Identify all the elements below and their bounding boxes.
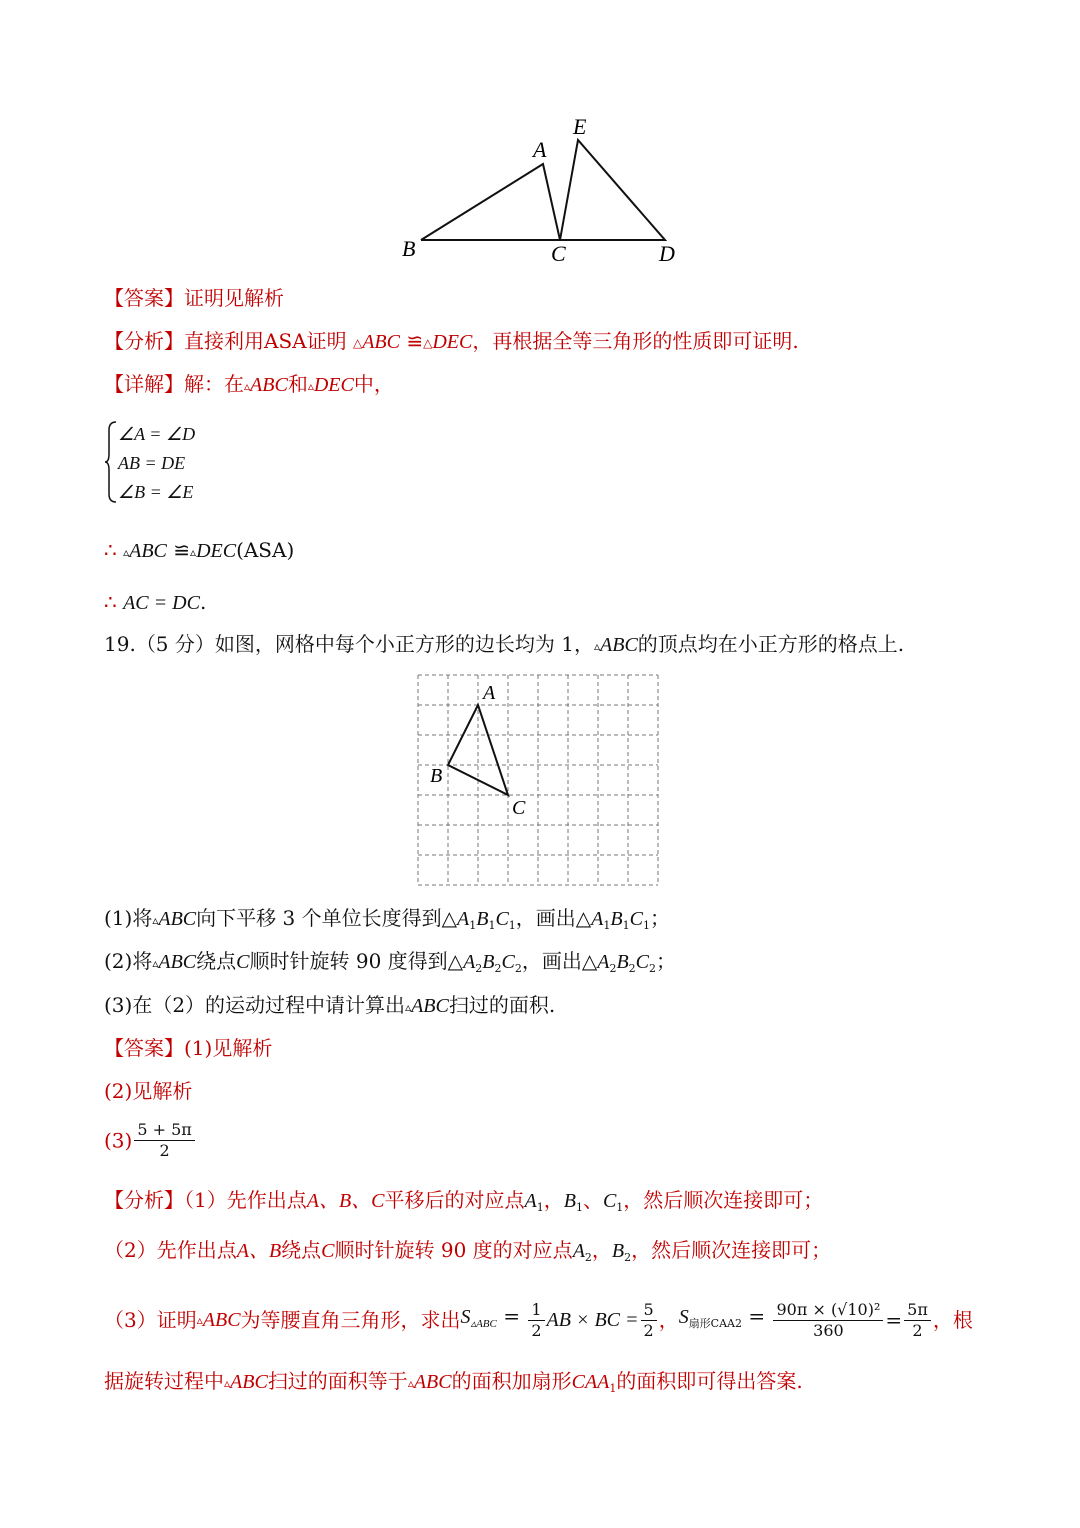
analysis-text: ，然后顺次连接即可； [631,1238,832,1262]
equation: AC = DC [123,592,200,614]
part-text: (1)将 [104,906,153,930]
analysis-tag: 【分析】 [104,329,184,353]
analysis-text: （3）证明 [104,1308,197,1332]
fraction-numerator: 1 [528,1300,544,1321]
q19-part-1: (1)将▵ABC向下平移 3 个单位长度得到$\triangle A_1B_1C_1$，画出$\triangle A_1B_1C_1$； [104,906,670,932]
triangle-name: DEC [432,331,473,353]
q19-answer-3 [104,1120,197,1161]
answer-label: (3) [104,1128,133,1153]
triangle-name: ABC [158,908,197,930]
q19-answer-2 [104,1078,192,1104]
congruent-symbol: ≌ [406,329,424,353]
stem-text: （5 分）如图，网格中每个小正方形的边长均为 1， [135,632,594,656]
analysis-text: （1）先作出点 [184,1188,307,1212]
triangle-name: ABC [413,1371,452,1393]
reason: (ASA) [236,538,295,562]
analysis-text: 的面积即可得出答案. [616,1369,803,1393]
answer-text: (1)见解析 [184,1036,273,1060]
part-text: ； [656,949,677,973]
triangle-name: ABC [129,540,167,562]
q19-analysis-3: （3）证明▵ABC为等腰直角三角形，求出$S_{▵ABC}$ = $\frac{1}{2}$ AB × BC = $\frac{5}{2}$ ，$S_{扇形CAA2}$ = $\frac{\text{90π × (√10)²}}{360}$ = $\frac{5\pi}{2}$ ，根 [104,1299,973,1340]
period: . [199,590,207,614]
q19-answer-1 [104,1035,272,1061]
grid-lines [418,675,658,885]
analysis-text: ，然后顺次连接即可； [623,1188,824,1212]
sector-fraction [773,1300,883,1341]
triangle-name: ABC [362,331,400,353]
therefore-symbol: ∴ [104,538,117,562]
triangle-name: ABC [600,634,638,656]
triangle-name: ABC [411,995,449,1017]
point-name: C [236,951,250,973]
analysis-text: 平移后的对应点 [384,1188,525,1212]
triangle-name: DEC [196,540,237,562]
fraction-denominator: 2 [912,1320,923,1340]
system-line-2: AB = DE [118,453,186,473]
label-a: A [533,137,547,162]
analysis-text: 扫过的面积等于 [267,1369,408,1393]
triangle-name: ABC [230,1371,268,1393]
fraction-denominator: 2 [159,1141,170,1160]
fraction-numerator: 5 + 5π [134,1120,194,1141]
sector-label: 扇形CAA [688,1317,735,1330]
analysis-text: 绕点 [281,1238,322,1262]
triangle-name: ABC [202,1309,241,1331]
system-line-3: ∠B = ∠E [118,482,194,502]
answer-tag: 【答案】 [104,286,184,310]
label-c: C [551,241,566,266]
triangle-name: DEC [313,374,354,396]
detail-tag: 【详解】 [104,372,184,396]
fraction-denominator: 2 [531,1320,542,1340]
fraction-numerator: 5 [641,1300,657,1321]
system-line-1: ∠A = ∠D [118,424,196,444]
analysis-text: 据旋转过程中 [104,1369,224,1393]
sector-result-fraction [904,1300,931,1341]
sector-name: CAA [571,1371,610,1393]
part-text: ，画出 [515,906,576,930]
part-text: 向下平移 3 个单位长度得到 [196,906,442,930]
part-text: 扫过的面积. [448,993,556,1017]
point-names: A、B、C [306,1190,385,1212]
analysis-text: 为等腰直角三角形，求出 [240,1308,461,1332]
label-e: E [573,114,587,139]
answer-text: (2)见解析 [104,1079,193,1103]
grid-label-b: B [430,765,443,787]
fraction-denominator: 360 [813,1320,844,1340]
fraction-numerator: 5π [904,1300,931,1321]
part-text: ，画出 [521,949,582,973]
figure-grid [414,672,666,892]
congruent-symbol: ≌ [173,538,191,562]
result-fraction [641,1300,657,1341]
q19-part-2: (2)将▵ABC绕点C顺时针旋转 90 度得到$\triangle A_2B_2C_2$，画出$\triangle A_2B_2C_2$； [104,949,677,975]
triangle-name: ABC [250,374,288,396]
q19-analysis-1: 【分析】（1）先作出点A、B、C平移后的对应点$A_1$，$B_1$、$C_1$，然后顺次连接即可； [104,1188,824,1214]
part-text: (2)将 [104,949,153,973]
q18-conclusion-2 [104,589,206,616]
part-text: (3)在（2）的运动过程中请计算出 [104,993,406,1017]
detail-text: 和 [287,372,308,396]
label-d: D [659,241,675,266]
answer-tag: 【答案】 [104,1036,184,1060]
q18-conclusion-1: ∴ ▵ABC ≌▵DEC(ASA) [104,538,295,562]
q19-stem: 19.（5 分）如图，网格中每个小正方形的边长均为 1，▵ABC的顶点均在小正方形的格点上. [104,632,905,656]
q18-detail: 【详解】解：在▵ABC和▵DEC中， [104,372,394,396]
analysis-text: 的面积加扇形 [451,1369,572,1393]
part-text: 绕点 [196,949,237,973]
analysis-text: ，再根据全等三角形的性质即可证明. [472,329,799,353]
answer-text: 证明见解析 [184,286,284,310]
area-expression: AB × BC = [546,1309,639,1331]
system-brace [104,420,118,504]
analysis-text: 顺时针旋转 90 度的对应点 [334,1238,573,1262]
q19-analysis-2: （2）先作出点A、B绕点C顺时针旋转 90 度的对应点$A_2$，$B_2$，然后顺次连接即可； [104,1238,832,1264]
detail-text: 解：在 [184,372,244,396]
stem-text: 的顶点均在小正方形的格点上. [637,632,905,656]
half-fraction [528,1300,544,1341]
point-name: C [321,1240,335,1262]
analysis-text: 直接利用ASA证明 [184,329,347,353]
part-text: ； [649,906,670,930]
figure-triangles [395,108,695,268]
therefore-symbol: ∴ [104,590,117,614]
question-number: 19. [104,632,136,656]
point-names: A、B [236,1240,282,1262]
grid-label-a: A [483,682,496,704]
analysis-text: （2）先作出点 [104,1238,237,1262]
q19-analysis-4: 据旋转过程中▵ABC扫过的面积等于▵ABC的面积加扇形$CAA_1$的面积即可得出答案. [104,1369,803,1395]
triangle-name: ABC [158,951,197,973]
analysis-tag: 【分析】 [104,1188,184,1212]
triangle-dec [560,140,665,240]
analysis-text: ，根 [932,1308,973,1332]
fraction-denominator: 2 [643,1320,654,1340]
label-b: B [402,236,416,261]
answer-fraction [134,1120,194,1161]
detail-text: 中， [353,372,394,396]
fraction-numerator: 90π × (√10)² [773,1300,883,1321]
q18-analysis: 【分析】直接利用ASA证明 △ABC ≌△DEC，再根据全等三角形的性质即可证明. [104,329,799,353]
q18-answer [104,285,284,311]
part-text: 顺时针旋转 90 度得到 [249,949,448,973]
triangle-abc [421,164,560,240]
grid-label-c: C [512,797,526,819]
q19-part-3: (3)在（2）的运动过程中请计算出▵ABC扫过的面积. [104,993,556,1017]
